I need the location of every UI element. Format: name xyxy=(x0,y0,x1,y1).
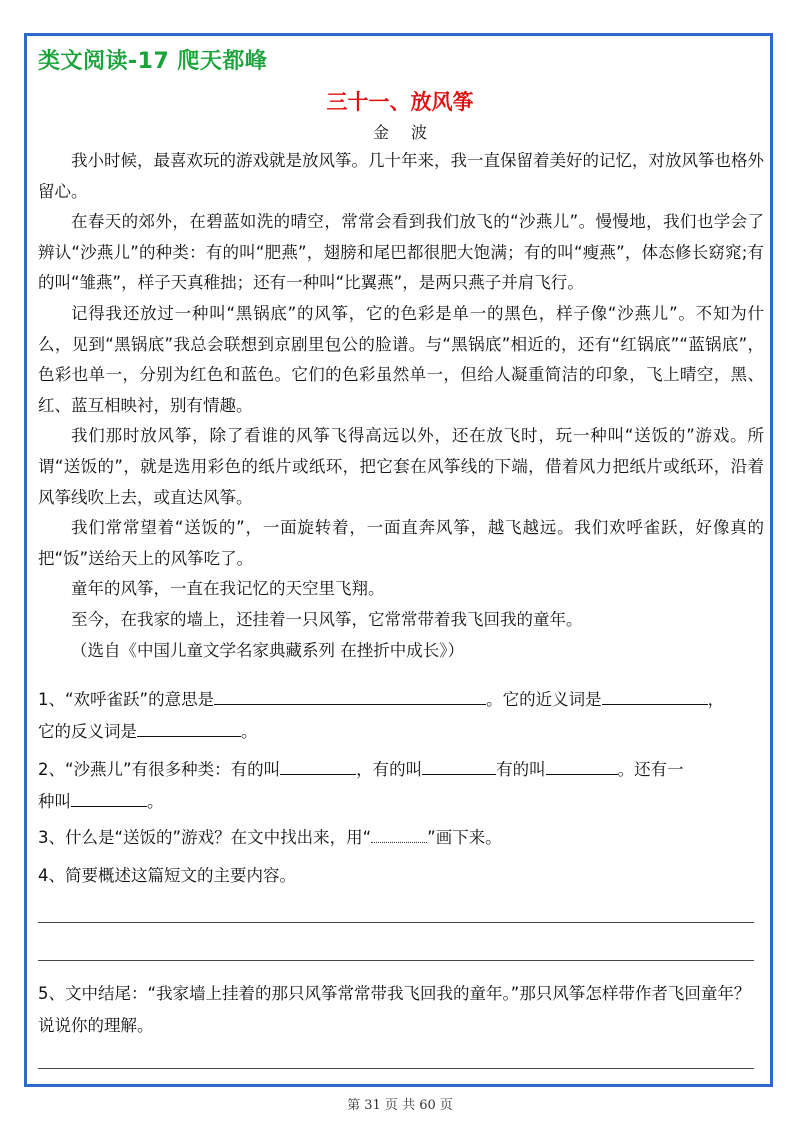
answer-line-q5-1[interactable] xyxy=(38,1068,754,1069)
wavy-underline-mark xyxy=(371,824,427,843)
author-given: 金 xyxy=(372,123,389,142)
answer-blank-antonym[interactable] xyxy=(137,718,241,737)
paragraph-5: 我们常常望着“送饭的”，一面旋转着，一面直奔风筝，越飞越远。我们欢呼雀跃，好像真的把“饭”送给天上的风筝吃了。 xyxy=(38,518,764,568)
answer-blank-type-2[interactable] xyxy=(422,756,496,775)
paragraph-7: 至今，在我家的墙上，还挂着一只风筝，它常常带着我飞回我的童年。 xyxy=(71,609,583,629)
page-number: 第 31 页 共 60 页 xyxy=(347,1098,453,1113)
paragraph-3: 记得我还放过一种叫“黑锅底”的风筝，它的色彩是单一的黑色，样子像“沙燕儿”。不知为什么，见到“黑锅底”我总会联想到京剧里包公的脸谱。与“黑锅底”相近的，还有“红锅底”“蓝锅底”，色彩也单一，分别为红色和蓝色。它们的色彩虽然单一，但给人凝重简洁的印象，飞上晴空，黑、红、蓝互相映衬，别有情趣。 xyxy=(38,303,764,415)
answer-blank-type-3[interactable] xyxy=(546,756,618,775)
answer-blank-synonym[interactable] xyxy=(602,686,708,705)
question-4: 4、简要概述这篇短文的主要内容。 xyxy=(38,866,296,885)
question-1: 1、“欢呼雀跃”的意思是 。它的近义词是 ， 它的反义词是 。 xyxy=(38,684,764,748)
article-body xyxy=(38,146,764,666)
question-3: 3、什么是“送饭的”游戏？在文中找出来，用“ ”画下来。 xyxy=(38,822,764,854)
article-title: 三十一、放风筝 xyxy=(326,90,474,114)
paragraph-4: 我们那时放风筝，除了看谁的风筝飞得高远以外，还在放飞时，玩一种叫“送饭的”游戏。所谓“送饭的”，就是选用彩色的纸片或纸环，把它套在风筝线的下端，借着风力把纸片或纸环，沿着风筝线吹上去，或直达风筝。 xyxy=(38,426,764,507)
paragraph-2: 在春天的郊外，在碧蓝如洗的晴空，常常会看到我们放飞的“沙燕儿”。慢慢地，我们也学会了辨认“沙燕儿”的种类：有的叫“肥燕”，翅膀和尾巴都很肥大饱满；有的叫“瘦燕”，体态修长窈窕;有的叫“雏燕”，样子天真稚拙；还有一种叫“比翼燕”，是两只燕子并肩飞行。 xyxy=(38,212,764,293)
answer-line-q4-2[interactable] xyxy=(38,960,754,961)
question-2: 2、“沙燕儿”有很多种类：有的叫 ，有的叫 有的叫 。还有一 种叫 。 xyxy=(38,754,764,818)
answer-blank-type-4[interactable] xyxy=(71,788,147,807)
article-author xyxy=(0,120,800,143)
worksheet-header: 类文阅读-17 爬天都峰 xyxy=(38,49,268,74)
author-family: 波 xyxy=(411,123,428,142)
paragraph-6: 童年的风筝，一直在我记忆的天空里飞翔。 xyxy=(71,579,385,599)
paragraph-1: 我小时候，最喜欢玩的游戏就是放风筝。几十年来，我一直保留着美好的记忆，对放风筝也格外留心。 xyxy=(38,151,764,201)
answer-blank-type-1[interactable] xyxy=(280,756,356,775)
answer-blank-meaning[interactable] xyxy=(214,686,486,705)
answer-line-q4-1[interactable] xyxy=(38,922,754,923)
question-5: 5、文中结尾：“我家墙上挂着的那只风筝常常带我飞回我的童年。”那只风筝怎样带作者飞回童年？说说你的理解。 xyxy=(38,984,751,1035)
article-source: （选自《中国儿童文学名家典藏系列 在挫折中成长》） xyxy=(71,640,464,660)
